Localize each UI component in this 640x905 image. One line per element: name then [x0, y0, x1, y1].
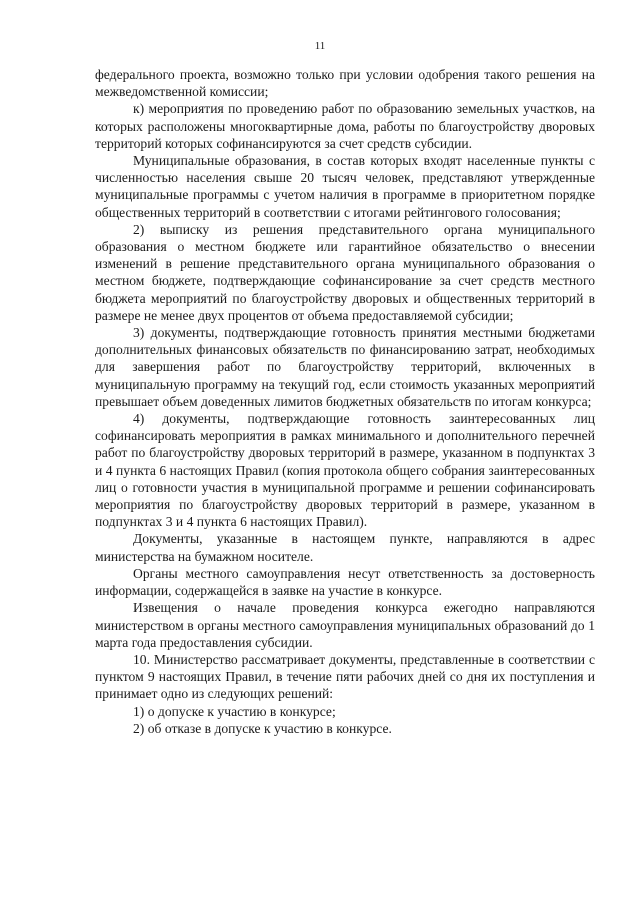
paragraph-municipal-formations: Муниципальные образования, в состав которых входят населенные пункты с численностью населения свыше 20 тысяч человек, представляют утвержденные муниципальные программы с учетом наличия в программе в приоритетном порядке общественных территорий в соответствии с итогами рейтингового голосования;	[95, 153, 595, 220]
paragraph-responsibility: Органы местного самоуправления несут ответственность за достоверность информации, содержащейся в заявке на участие в конкурсе.	[95, 565, 595, 599]
paragraph-item-2-budget-extract: 2) выписку из решения представительного органа муниципального образования о местном бюджете или гарантийное обязательство о внесении изменений в решение представительного органа муниципального образования о местном бюджете, подтверждающие софинансирование за счет средств местного бюджета мероприятий по благоустройству дворовых и общественных территорий в размере не менее двух процентов от объема предоставляемой субсидии;	[95, 221, 595, 323]
paragraph-decision-admit: 1) о допуске к участию в конкурсе;	[133, 703, 336, 719]
paragraph-item-10-ministry: 10. Министерство рассматривает документы, представленные в соответствии с пунктом 9 настоящих Правил, в течение пяти рабочих дней со дня их поступления и принимает одно из следующих решений:	[95, 651, 595, 702]
paragraph-item-3-documents: 3) документы, подтверждающие готовность принятия местными бюджетами дополнительных финансовых обязательств по финансированию затрат, необходимых для завершения работ по благоустройству территорий, включенных в муниципальную программу на текущий год, если стоимость указанных мероприятий превышает объем доведенных лимитов бюджетных обязательств по итогам конкурса;	[95, 325, 595, 409]
paragraph-documents-paper: Документы, указанные в настоящем пункте, направляются в адрес министерства на бумажном носителе.	[95, 531, 595, 564]
paragraph-notices: Извещения о начале проведения конкурса ежегодно направляются министерством в органы местного самоуправления муниципальных образований до 1 марта года предоставления субсидии.	[95, 600, 595, 650]
paragraph-federal-project-continuation: федерального проекта, возможно только при условии одобрения такого решения на межведомственной комиссии;	[95, 67, 595, 100]
paragraph-decision-refuse: 2) об отказе в допуске к участию в конкурсе.	[133, 720, 392, 736]
page-body	[95, 66, 595, 737]
page-number: 11	[314, 40, 326, 52]
paragraph-item-k: к) мероприятия по проведению работ по образованию земельных участков, на которых расположены многоквартирные дома, работы по благоустройству дворовых территорий которых софинансируются за счет средств субсидии.	[95, 101, 595, 151]
paragraph-item-4-documents: 4) документы, подтверждающие готовность заинтересованных лиц софинансировать мероприятия в рамках минимального и дополнительного перечней работ по благоустройству дворовых территорий в размере, указанном в подпунктах 3 и 4 пункта 6 настоящих Правил (копия протокола общего собрания заинтересованных лиц о готовности участия в муниципальной программе и решении софинансировать мероприятия по благоустройству дворовых территорий в размере, указанном в подпунктах 3 и 4 пункта 6 настоящих Правил).	[95, 411, 595, 530]
